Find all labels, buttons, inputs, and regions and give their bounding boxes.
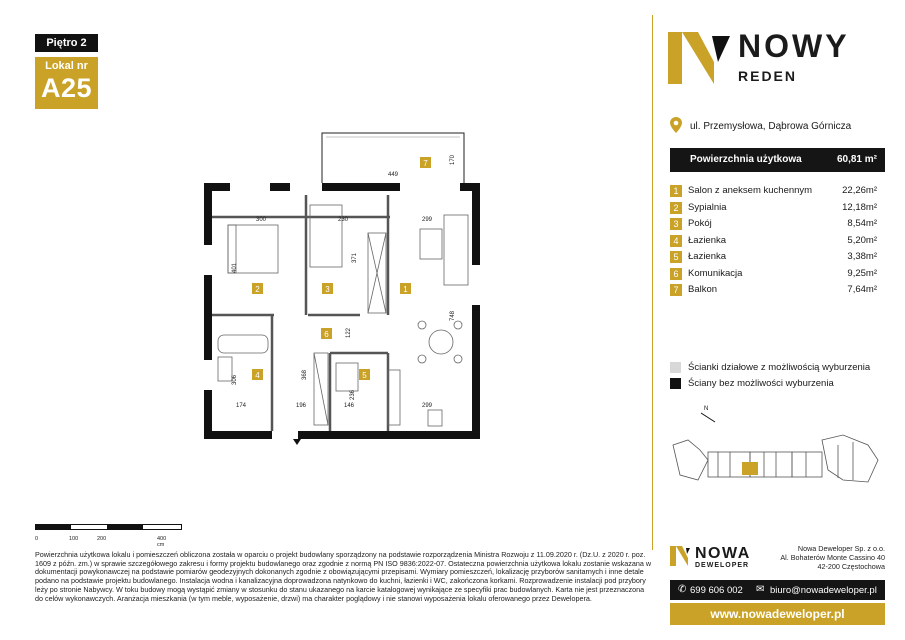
legend-label: Ścianki działowe z możliwością wyburzenia xyxy=(688,362,871,373)
company-street: Al. Bohaterów Monte Cassino 40 xyxy=(780,552,885,562)
list-item xyxy=(670,202,885,219)
dim-label: 236 xyxy=(350,389,356,400)
room-area: 9,25m² xyxy=(847,267,877,279)
marker-4: 4 xyxy=(255,371,260,380)
room-number: 6 xyxy=(670,268,682,280)
legend-fixed xyxy=(670,378,885,390)
room-area: 22,26m² xyxy=(842,185,877,196)
scale-tick: 0 xyxy=(35,536,39,542)
legend-label: Ściany bez możliwości wyburzenia xyxy=(688,378,834,389)
dim-label: 170 xyxy=(450,154,456,165)
dim-label: 174 xyxy=(236,403,247,409)
company-name: Nowa Deweloper Sp. z o.o. xyxy=(797,544,885,553)
dim-label: 401 xyxy=(232,262,238,273)
brand-name: NOWY xyxy=(738,28,850,64)
dim-label: 449 xyxy=(388,172,399,178)
developer-name: NOWA xyxy=(695,545,751,562)
rooms-list xyxy=(670,185,885,301)
balcony-outline xyxy=(322,133,464,188)
nowy-reden-logo-icon xyxy=(668,32,730,84)
dim-label: 368 xyxy=(302,369,308,380)
site-key-plan xyxy=(668,400,885,495)
list-item xyxy=(670,251,885,268)
scale-tick: 200 xyxy=(97,536,107,542)
phone-icon: ✆ xyxy=(678,584,687,595)
room-number: 2 xyxy=(670,202,682,214)
room-area: 7,64m² xyxy=(847,284,877,295)
usable-area-value: 60,81 m² xyxy=(836,154,877,165)
legend-removable xyxy=(670,362,885,374)
marker-6: 6 xyxy=(324,330,329,339)
dim-label: 299 xyxy=(422,217,433,223)
room-name: Pokój xyxy=(688,218,712,229)
marker-1: 1 xyxy=(403,285,408,294)
dim-label: 299 xyxy=(422,403,433,409)
unit-number: A25 xyxy=(40,73,93,103)
floor-label: Piętro 2 xyxy=(35,34,98,52)
dim-label: 306 xyxy=(232,374,238,385)
vertical-divider xyxy=(652,15,653,550)
list-item xyxy=(670,185,885,202)
usable-area-header xyxy=(670,148,885,172)
dimension-labels xyxy=(232,154,456,409)
entrance-arrow-icon xyxy=(293,439,301,445)
company-city: 42-200 Częstochowa xyxy=(817,561,885,571)
usable-area-label: Powierzchnia użytkowa xyxy=(690,154,802,165)
room-name: Balkon xyxy=(688,284,718,295)
room-name: Łazienka xyxy=(688,251,727,262)
company-info xyxy=(780,545,885,571)
partition-walls xyxy=(212,195,390,431)
legend-swatch xyxy=(670,378,681,389)
room-name: Sypialnia xyxy=(688,201,727,213)
room-area: 8,54m² xyxy=(847,218,877,229)
room-number: 1 xyxy=(670,185,682,197)
dim-label: 748 xyxy=(450,310,456,321)
scale-tick: 100 xyxy=(69,536,79,542)
room-number: 4 xyxy=(670,235,682,247)
dim-label: 230 xyxy=(338,217,349,223)
brand-subname: REDEN xyxy=(738,68,798,84)
address: ul. Przemysłowa, Dąbrowa Górnicza xyxy=(690,121,852,132)
map-pin-icon xyxy=(670,117,682,133)
scale-tick: 400 cm xyxy=(157,536,167,548)
marker-5: 5 xyxy=(362,371,367,380)
email-link[interactable]: biuro@nowadeweloper.pl xyxy=(770,585,877,596)
developer-subname: DEWELOPER xyxy=(695,562,750,569)
room-number: 3 xyxy=(670,218,682,230)
list-item xyxy=(670,218,885,235)
room-name: Salon z aneksem kuchennym xyxy=(688,185,813,196)
room-number: 5 xyxy=(670,251,682,263)
website-link[interactable]: www.nowadeweloper.pl xyxy=(670,603,885,625)
unit-label: Lokal nr xyxy=(45,60,88,72)
dim-label: 371 xyxy=(352,252,358,263)
disclaimer-text: Powierzchnia użytkowa lokalu i pomieszczeń obliczona została w oparciu o projekt budowlany sporządzony na podstawie rozporządzenia Ministra Rozwoju z 11.09.2020 r. (Dz.U. z 2020 r. poz. 1609 z późn. zm.) w sprawie szczegółowego zakresu i formy projektu budowlanego oraz zgodnie z normą PN ISO 9836:2022-07. Ostateczna powierzchnia użytkowa lokalu zostanie wskazana w dokumentacji powykonawczej na podstawie pomiarów geodezyjnych dokonanych zgodnie z obowiązującymi przepisami. Wymiary pomieszczeń, lokalizację przyborów sanitarnych i inne detale podano na podstawie projektu budowlanego. Instalacja wodna i kanalizacyjna doprowadzona natynkowo do kuchni, łazienki i WC, zakończona korkami. Rozprowadzenie instalacji pod przybory leży po stronie Nabywcy. W toku budowy mogą wystąpić zmiany w stosunku do stanu ukazanego na karcie katalogowej wynikające ze specyfiki prac budowlanych. Karta nie jest przeznaczona do celów wykonawczych. Aranżacja mieszkania (w tym meble, wyposażenie, drzwi) ma charakter poglądowy i nie stanowi wyposażenia lokalu oferowanego przez Dewelopera. xyxy=(35,550,652,603)
marker-7: 7 xyxy=(423,159,428,168)
room-number: 7 xyxy=(670,284,682,296)
dim-label: 122 xyxy=(346,327,352,338)
marker-3: 3 xyxy=(325,285,330,294)
dim-label: 300 xyxy=(256,217,267,223)
floor-plan xyxy=(200,125,500,450)
room-area: 3,38m² xyxy=(847,251,877,262)
contact-bar xyxy=(670,580,885,600)
unit-badge xyxy=(35,57,98,109)
unit-location-highlight xyxy=(742,462,758,475)
dim-label: 196 xyxy=(296,403,307,409)
phone-number[interactable]: 699 606 002 xyxy=(690,585,743,596)
room-name: Komunikacja xyxy=(688,267,743,279)
compass-arrow-icon xyxy=(701,413,715,422)
mail-icon: ✉ xyxy=(756,584,765,595)
room-name: Łazienka xyxy=(688,234,727,246)
room-area: 5,20m² xyxy=(847,234,877,246)
compass-label: N xyxy=(704,406,709,412)
nowa-deweloper-logo-icon xyxy=(670,546,690,566)
list-item xyxy=(670,284,885,301)
legend-swatch xyxy=(670,362,681,373)
room-area: 12,18m² xyxy=(842,201,877,213)
list-item xyxy=(670,268,885,285)
marker-2: 2 xyxy=(255,285,260,294)
dim-label: 146 xyxy=(344,403,355,409)
list-item xyxy=(670,235,885,252)
